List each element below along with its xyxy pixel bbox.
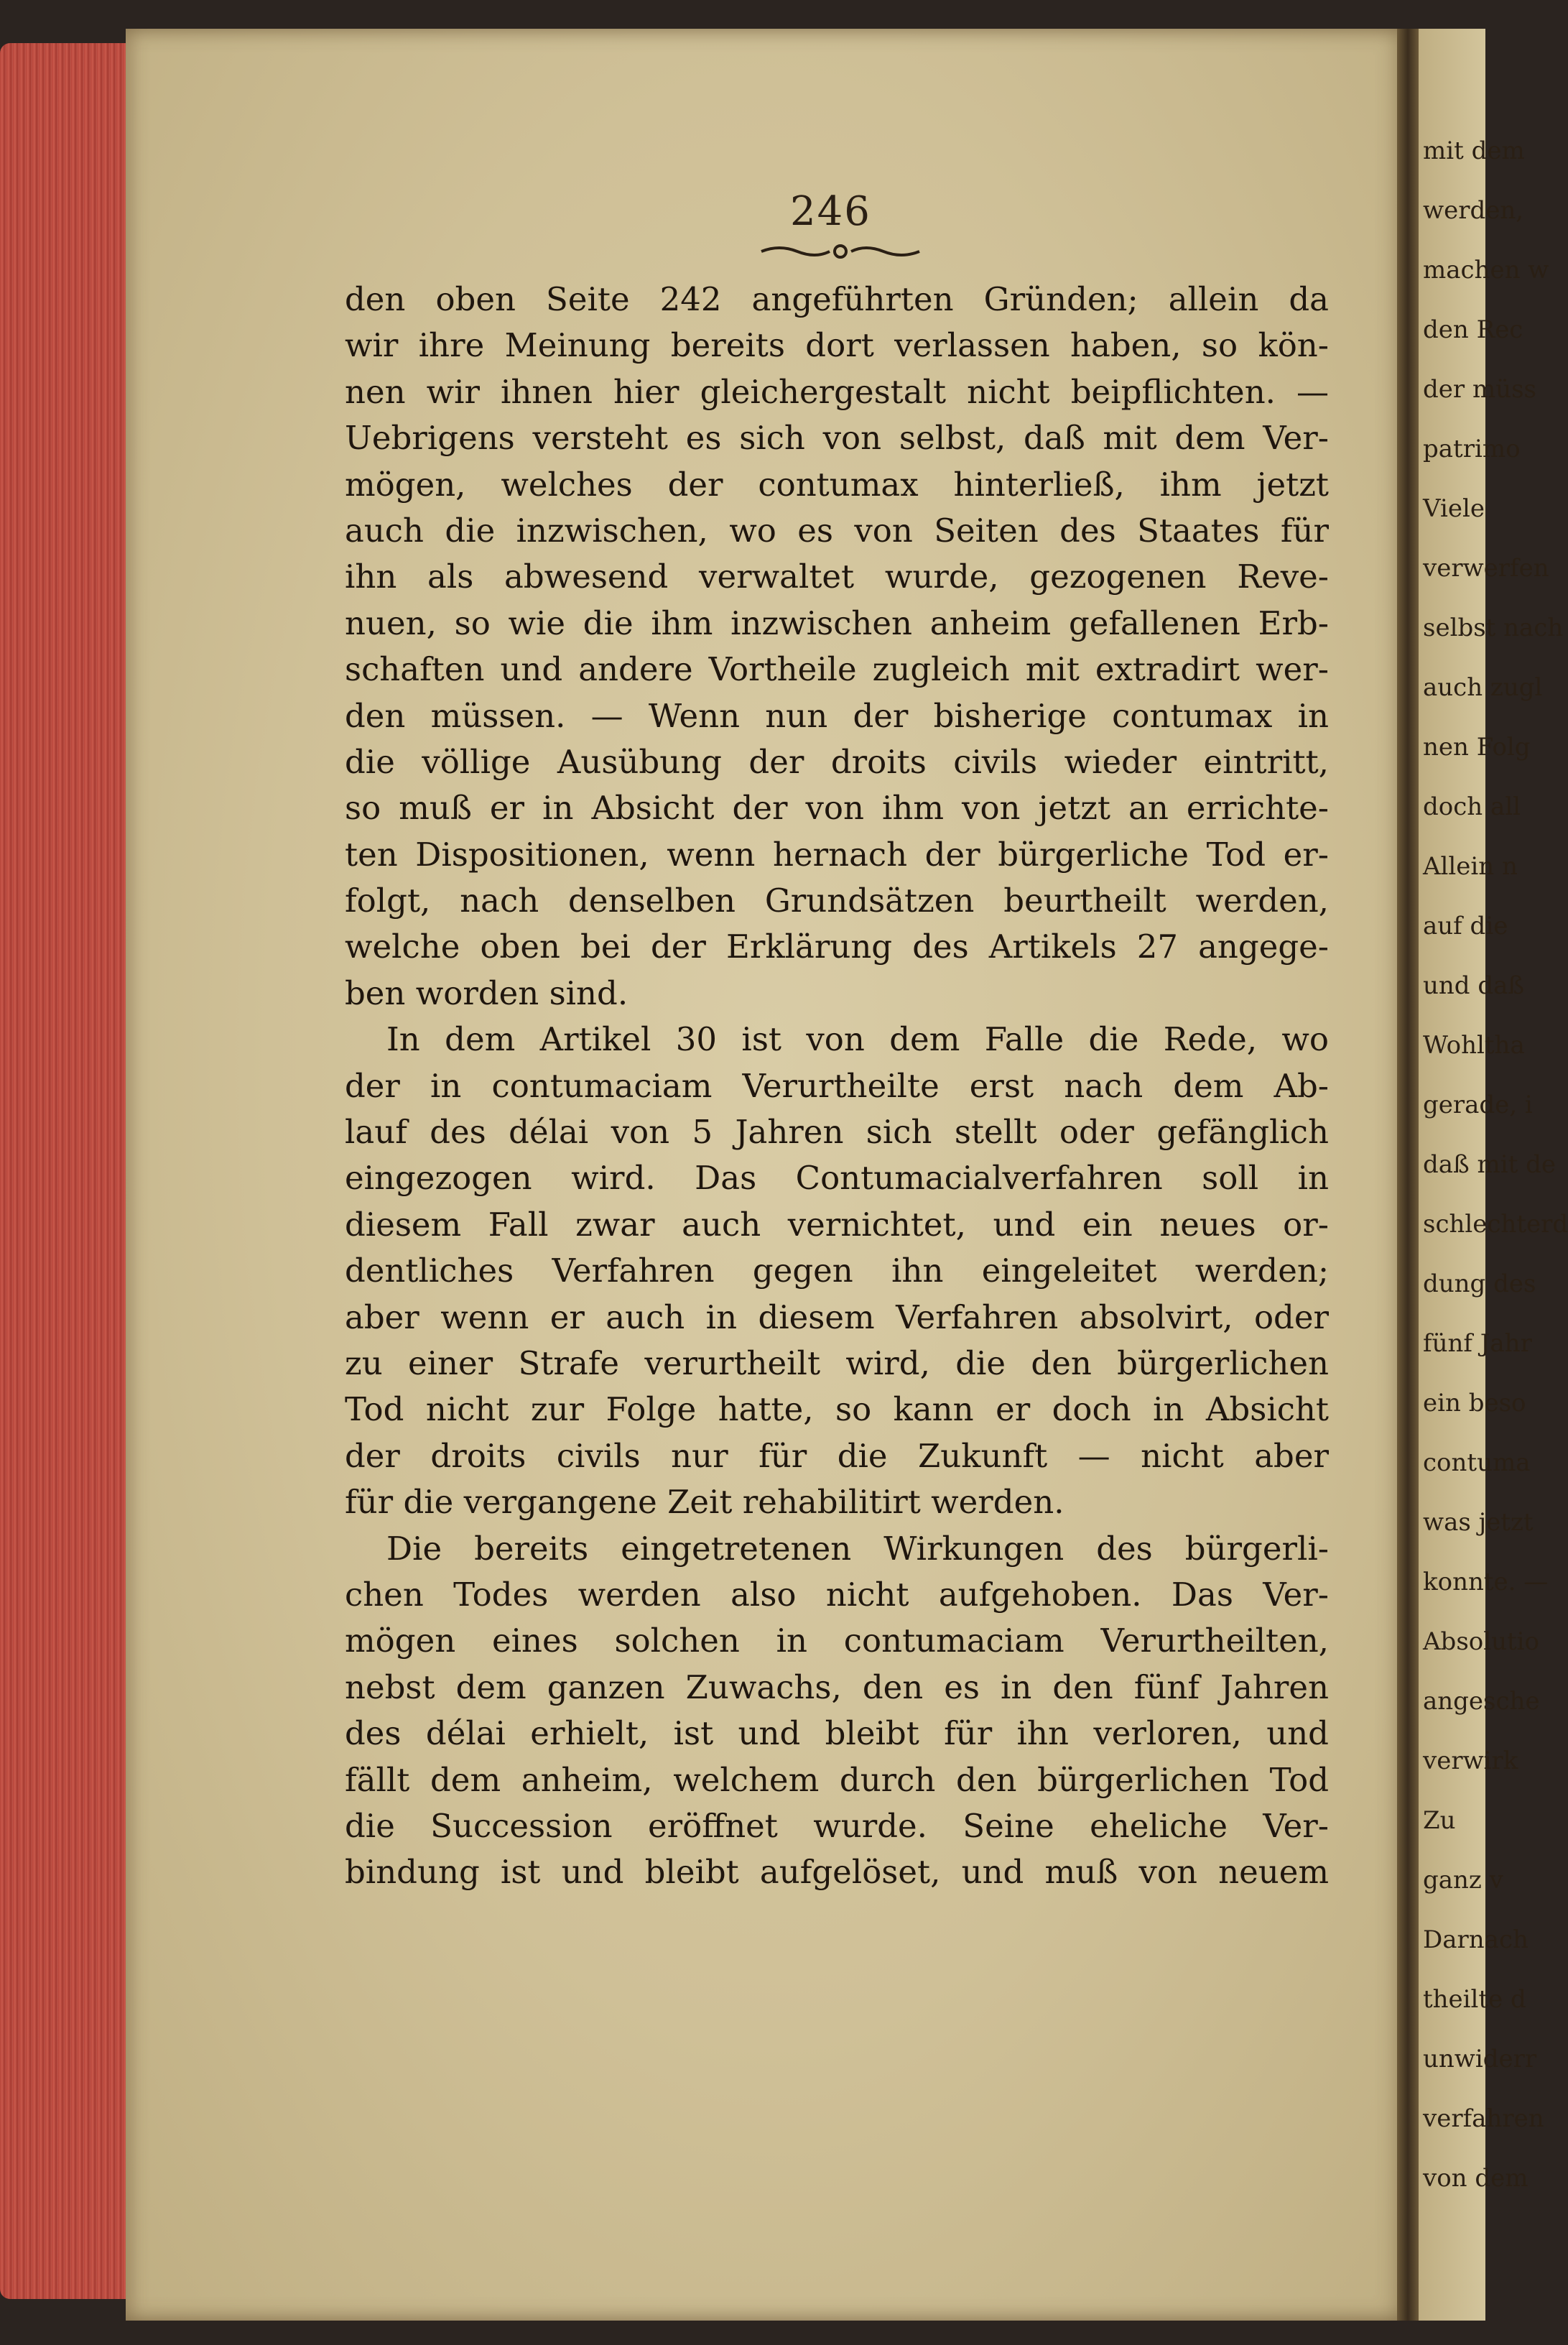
neighbor-text-fragment: fünf Jahr (1423, 1329, 1532, 1358)
text-line: auch die inzwischen, wo es von Seiten des Staates für (345, 511, 1329, 550)
text-line: Uebrigens versteht es sich von selbst, daß mit dem Ver- (345, 419, 1329, 458)
text-line: der in contumaciam Verurtheilte erst nach dem Ab- (345, 1066, 1329, 1105)
page-edges (0, 43, 129, 2299)
text-line: die völlige Ausübung der droits civils wieder eintritt, (345, 742, 1329, 781)
neighbor-text-fragment: ganz v (1423, 1866, 1503, 1895)
neighbor-text-fragment: ein beso (1423, 1389, 1526, 1417)
text-line: zu einer Strafe verurtheilt wird, die den bürgerlichen (345, 1343, 1329, 1382)
neighbor-text-fragment: verwerfen (1423, 554, 1549, 583)
neighbor-text-fragment: nen Folg (1423, 733, 1531, 762)
neighbor-text-fragment: daß mit de (1423, 1150, 1557, 1179)
neighbor-text-fragment: von dem (1423, 2164, 1528, 2193)
page-number: 246 (790, 188, 871, 235)
neighbor-text-fragment: der müss (1423, 375, 1536, 404)
book-gutter (1397, 29, 1419, 2321)
neighbor-text-fragment: schlechterd (1423, 1210, 1568, 1239)
neighbor-text-fragment: auf die (1423, 912, 1508, 940)
text-line: welche oben bei der Erklärung des Artikels 27 angege- (345, 928, 1329, 966)
text-line: den oben Seite 242 angeführten Gründen; allein da (345, 280, 1329, 318)
neighbor-text-fragment: und daß (1423, 971, 1525, 1000)
text-line: Die bereits eingetretenen Wirkungen des bürgerli- (386, 1529, 1329, 1568)
text-line: In dem Artikel 30 ist von dem Falle die Rede, wo (386, 1020, 1329, 1059)
neighbor-text-fragment: Zu (1423, 1806, 1456, 1835)
neighbor-text-fragment: theilte d (1423, 1985, 1526, 2014)
neighbor-text-fragment: contuma (1423, 1448, 1531, 1477)
text-line: dentliches Verfahren gegen ihn eingeleitet werden; (345, 1252, 1329, 1290)
neighbor-text-fragment: mit dem (1423, 137, 1525, 165)
text-line: nuen, so wie die ihm inzwischen anheim gefallenen Erb- (345, 603, 1329, 642)
text-line: der droits civils nur für die Zukunft — nicht aber (345, 1436, 1329, 1475)
neighbor-text-fragment: Allein n (1423, 852, 1518, 881)
text-line: diesem Fall zwar auch vernichtet, und ein neues or- (345, 1205, 1329, 1244)
text-line: bindung ist und bleibt aufgelöset, und muß von neuem (345, 1853, 1329, 1892)
text-line: nen wir ihnen hier gleichergestalt nicht beipflichten. — (345, 372, 1329, 411)
text-line: für die vergangene Zeit rehabilitirt werden. (345, 1483, 1064, 1522)
ornament-divider (758, 239, 923, 264)
neighbor-text-fragment: selbst nach (1423, 614, 1564, 642)
neighbor-text-fragment: patrimo (1423, 435, 1521, 463)
neighbor-text-fragment: Darnach (1423, 1925, 1528, 1954)
text-line: so muß er in Absicht der von ihm von jetzt an errichte- (345, 789, 1329, 828)
text-line: mögen, welches der contumax hinterließ, ihm jetzt (345, 465, 1329, 504)
text-line: ihn als abwesend verwaltet wurde, gezogenen Reve- (345, 558, 1329, 596)
text-line: chen Todes werden also nicht aufgehoben. Das Ver- (345, 1575, 1329, 1614)
neighbor-text-fragment: dung des (1423, 1269, 1536, 1298)
neighbor-text-fragment: was jetzt (1423, 1508, 1534, 1537)
text-line: aber wenn er auch in diesem Verfahren absolvirt, oder (345, 1298, 1329, 1336)
text-line: Tod nicht zur Folge hatte, so kann er doch in Absicht (345, 1390, 1329, 1429)
text-line: mögen eines solchen in contumaciam Verurtheilten, (345, 1622, 1329, 1660)
neighbor-text-fragment: konnte. — (1423, 1568, 1549, 1596)
neighbor-page (1419, 29, 1568, 2321)
text-line: eingezogen wird. Das Contumacialverfahren soll in (345, 1159, 1329, 1198)
neighbor-text-fragment: verfahren (1423, 2104, 1544, 2133)
neighbor-text-fragment: machen w (1423, 256, 1549, 285)
text-line: des délai erhielt, ist und bleibt für ihn verloren, und (345, 1714, 1329, 1753)
text-line: die Succession eröffnet wurde. Seine eheliche Ver- (345, 1806, 1329, 1845)
text-line: ben worden sind. (345, 973, 628, 1012)
neighbor-text-fragment: gerade, i (1423, 1091, 1533, 1119)
neighbor-text-fragment: auch zugl (1423, 673, 1543, 702)
neighbor-text-fragment: Viele (1423, 494, 1485, 523)
text-line: folgt, nach denselben Grundsätzen beurtheilt werden, (345, 882, 1329, 920)
text-line: den müssen. — Wenn nun der bisherige contumax in (345, 696, 1329, 735)
text-line: schaften und andere Vortheile zugleich mit extradirt wer- (345, 650, 1329, 689)
text-line: nebst dem ganzen Zuwachs, den es in den fünf Jahren (345, 1668, 1329, 1706)
neighbor-text-fragment: Absolutio (1423, 1627, 1540, 1656)
body-text (345, 277, 1329, 1896)
text-line: ten Dispositionen, wenn hernach der bürgerliche Tod er- (345, 835, 1329, 874)
neighbor-text-fragment: angesche (1423, 1687, 1540, 1716)
neighbor-text-fragment: doch all (1423, 792, 1521, 821)
text-line: lauf des délai von 5 Jahren sich stellt oder gefänglich (345, 1113, 1329, 1152)
neighbor-text-fragment: verwirk (1423, 1747, 1518, 1775)
neighbor-text-fragment: werden, (1423, 196, 1524, 225)
neighbor-text-fragment: unwiderr (1423, 2045, 1537, 2073)
text-line: wir ihre Meinung bereits dort verlassen haben, so kön- (345, 326, 1329, 365)
text-line: fällt dem anheim, welchem durch den bürgerlichen Tod (345, 1760, 1329, 1799)
neighbor-text-fragment: den Rec (1423, 315, 1523, 344)
neighbor-text-fragment: Wohltha (1423, 1031, 1525, 1060)
